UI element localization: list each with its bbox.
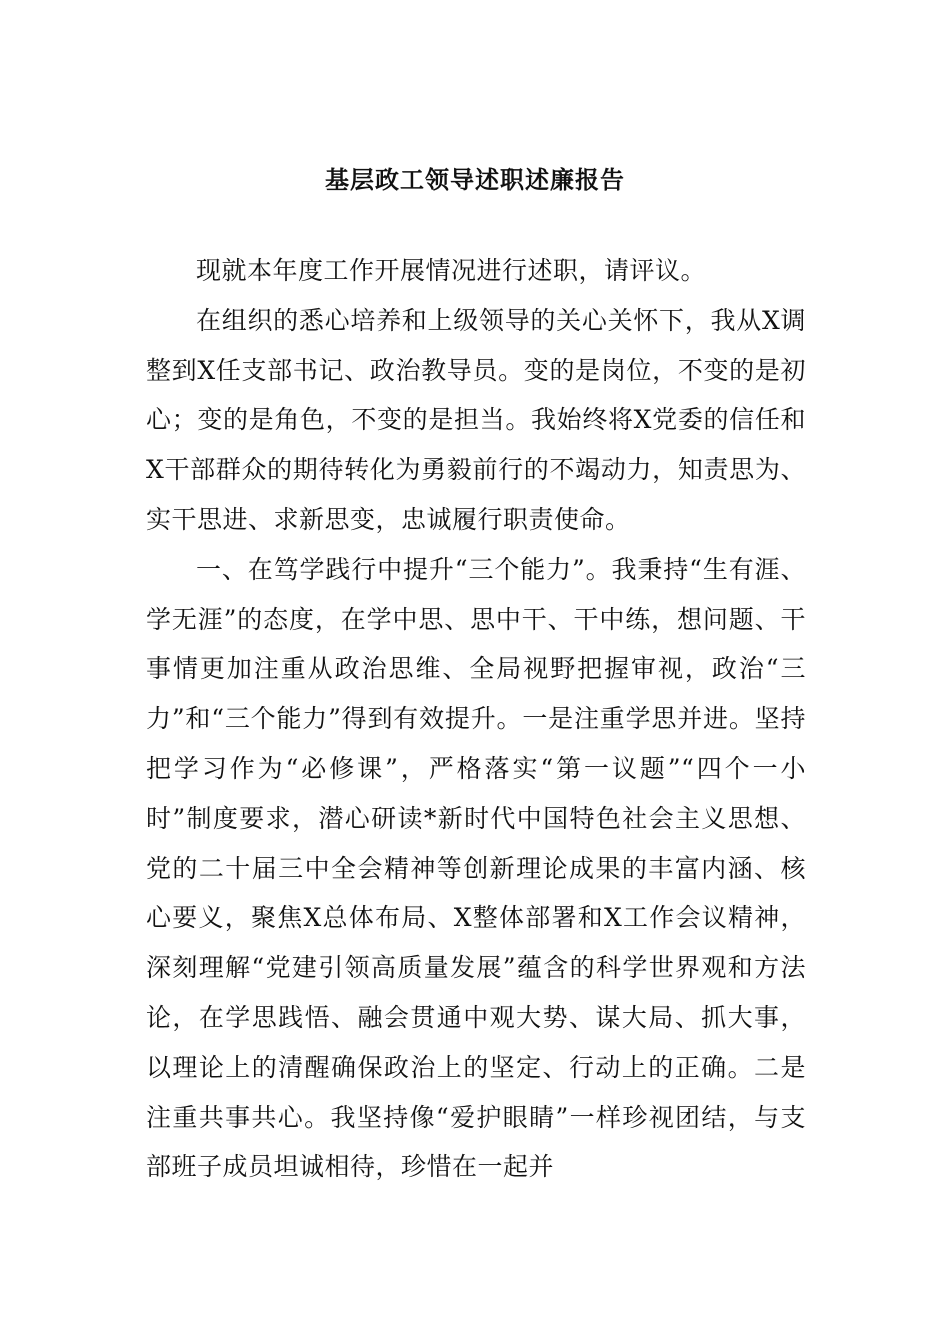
paragraph-background: 在组织的悉心培养和上级领导的关心关怀下，我从X调整到X任支部书记、政治教导员。变的是岗位，不变的是初心；变的是角色，不变的是担当。我始终将X党委的信任和X干部群众的期待转化为勇毅前行的不竭动力，知责思为、实干思进、求新思变，忠诚履行职责使命。 [146,305,806,534]
document-title: 基层政工领导述职述廉报告 [325,165,625,194]
paragraph-intro: 现就本年度工作开展情况进行述职，请评议。 [196,256,707,285]
paragraph-section-one: 一、在笃学践行中提升“三个能力”。我秉持“生有涯、学无涯”的态度，在学中思、思中干、干中练，想问题、干事情更加注重从政治思维、全局视野把握审视，政治“三力”和“三个能力”得到有效提升。一是注重学思并进。坚持把学习作为“必修课”，严格落实“第一议题”“四个一小时”制度要求，潜心研读*新时代中国特色社会主义思想、党的二十届三中全会精神等创新理论成果的丰富内涵、核心要义，聚焦X总体布局、X整体部署和X工作会议精神，深刻理解“党建引领高质量发展”蕴含的科学世界观和方法论，在学思践悟、融会贯通中观大势、谋大局、抓大事，以理论上的清醒确保政治上的坚定、行动上的正确。二是注重共事共心。我坚持像“爱护眼睛”一样珍视团结，与支部班子成员坦诚相待，珍惜在一起并 [146,554,806,1182]
document-body [146,246,806,1192]
